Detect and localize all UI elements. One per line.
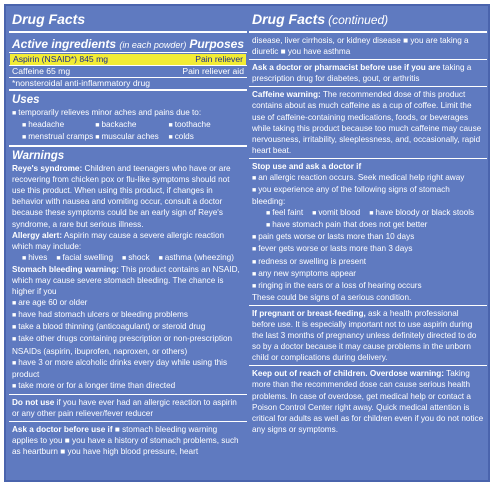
bleed-list: [12, 297, 244, 392]
keep-text: Taking more than the recommended dose can cause serious health problems. In case of overdose, get medical help or contact a Poison Control Center right away. Quick medical attention is critical for adults as well as for children even if you do not notice any signs or symptoms.: [252, 369, 484, 434]
ask-text3: you have high blood pressure, heart: [67, 447, 199, 457]
ask-pharmacist: [249, 59, 487, 86]
preg-text: ask a health professional before use. It is especially important not to use aspirin during the last 3 months of pregnancy unless definitely directed to do so by a doctor because it may cause problems in the unborn child or complications during delivery.: [252, 308, 477, 363]
dnu-text: if you have ever had an allergic reaction to aspirin or any other pain reliever/fever reducer: [12, 397, 237, 418]
use-item: ■ colds: [169, 131, 242, 143]
ask-text2: you have a history of stomach problems, such as heartburn: [12, 436, 239, 457]
drug-facts-title: [9, 9, 247, 33]
uses-heading: Uses: [12, 94, 40, 106]
warnings-section: [9, 145, 247, 394]
left-column: [9, 9, 247, 479]
stop-end: These could be signs of a serious condition.: [252, 292, 412, 302]
bleed-heading: Stomach bleeding warning:: [12, 264, 119, 274]
dnu-heading: Do not use: [12, 397, 55, 407]
keep-para: [252, 368, 484, 435]
active-ingredients-header: [9, 33, 247, 53]
warnings-heading: Warnings: [12, 150, 65, 163]
use-item: ■ backache: [95, 119, 168, 131]
ask-text: stomach bleeding warning applies to you: [12, 425, 218, 446]
ingredient-name: Aspirin (NSAID*) 845 mg: [13, 54, 109, 64]
use-item: ■ headache: [22, 119, 95, 131]
caff-para: [252, 89, 484, 156]
stop-sub-item: ■ feel faint: [266, 207, 303, 219]
drug-facts-continued-title: [249, 9, 487, 33]
title-text: Drug Facts: [12, 11, 86, 27]
ai-title: [12, 37, 186, 51]
keep-heading: Keep out of reach of children. Overdose warning:: [252, 369, 444, 379]
right-column: [249, 9, 487, 479]
stop-item: ■ redness or swelling is present: [252, 256, 484, 268]
do-not-use: [9, 394, 247, 421]
ingredient-name: Caffeine 65 mg: [12, 66, 71, 76]
use-item: ■ toothache: [169, 119, 242, 131]
stop-sub-item: ■ have stomach pain that does not get better: [266, 219, 427, 231]
stop-item: ■ pain gets worse or lasts more than 10 days: [252, 231, 484, 243]
purposes-heading: Purposes: [189, 37, 244, 51]
stop-para: [252, 161, 484, 172]
use-item: ■ muscular aches: [95, 131, 168, 143]
ingredient-purpose: Pain reliever aid: [182, 66, 244, 76]
ask-para: Ask a doctor before use if ■ stomach bleeding warning applies to you ■ you have a history of stomach problems, such as heartburn ■ you have high blood pressure, heart: [12, 425, 239, 457]
ingredient-row-caffeine: [9, 65, 247, 77]
stop-item: ■ fever gets worse or lasts more than 3 days: [252, 243, 484, 255]
footnote-text: *nonsteroidal anti-inflammatory drug: [12, 78, 151, 88]
title-continued: (continued): [328, 13, 389, 27]
stop-list-2: [252, 231, 484, 291]
bleed-item: ■ take more or for a longer time than directed: [12, 380, 244, 392]
stop-sub-list: [252, 207, 484, 231]
title-text: Drug Facts: [252, 11, 326, 27]
allergy-item: ■ asthma (wheezing): [159, 252, 234, 264]
ai-title-text: Active ingredients: [12, 37, 117, 51]
stop-sub-item: ■ vomit blood: [312, 207, 360, 219]
allergy-text: Aspirin may cause a severe allergic reaction which may include:: [12, 230, 225, 251]
pharm-text: taking a prescription drug for diabetes, gout, or arthritis: [252, 63, 472, 84]
ask-doctor: [9, 421, 247, 459]
uses-intro: ■ temporarily relieves minor aches and pains due to:: [12, 107, 244, 119]
bleed-text: This product contains an NSAID, which may cause severe stomach bleeding. The chance is higher if you: [12, 264, 240, 297]
stop-sub-item: ■ have bloody or black stools: [369, 207, 474, 219]
stop-item: ■ ringing in the ears or a loss of hearing occurs: [252, 280, 484, 292]
cont-item: you are taking a diuretic: [252, 36, 469, 57]
reye-warning: [12, 163, 244, 230]
cont-item: you have asthma: [287, 47, 351, 57]
stop-item: ■ an allergic reaction occurs. Seek medical help right away: [252, 172, 484, 184]
stop-use: [249, 158, 487, 305]
caffeine-warning: [249, 86, 487, 158]
bleed-item: ■ take a blood thinning (anticoagulant) or steroid drug: [12, 321, 244, 333]
bleed-item: ■ have had stomach ulcers or bleeding problems: [12, 309, 244, 321]
footnote: [9, 77, 247, 89]
pharm-para: [252, 62, 484, 84]
dnu-para: [12, 397, 244, 419]
reye-heading: Reye's syndrome:: [12, 164, 83, 174]
cont-text: disease, liver cirrhosis, or kidney disease: [252, 36, 401, 45]
allergy-item: ■ hives: [22, 252, 47, 264]
ingredient-purpose: Pain reliever: [195, 54, 243, 64]
ask-heading: Ask a doctor before use if: [12, 425, 113, 435]
use-item: ■ menstrual cramps: [22, 131, 95, 143]
stop-heading: Stop use and ask a doctor if: [252, 161, 362, 171]
drug-facts-panel: [4, 4, 490, 482]
stomach-bleeding-warning: [12, 264, 244, 297]
stop-item: ■ you experience any of the following signs of stomach bleeding:: [252, 184, 484, 207]
keep-out-of-reach: [249, 365, 487, 437]
allergy-list: [12, 252, 244, 264]
allergy-heading: Allergy alert:: [12, 230, 63, 240]
caff-text: The recommended dose of this product contains about as much caffeine as a cup of coffee. Limit the use of caffeine-containing medications, foods, or beverages while taking this product because too much caffeine may cause nervousness, irritability, sleeplessness, and, occasionally, rapid heart beat.: [252, 90, 482, 155]
stop-list: [252, 172, 484, 207]
reye-text: Children and teenagers who have or are recovering from chicken pox or flu-like symptoms should not use this product. When using this product, if changes in behavior with nausea and vomiting occur, consult a doctor because these symptoms could be an early sign of Reye's syndrome, a rare but serious illness.: [12, 164, 231, 229]
cont-para: disease, liver cirrhosis, or kidney disease ■ you are taking a diuretic ■ you have asthma: [252, 36, 469, 57]
preg-heading: If pregnant or breast-feeding,: [252, 308, 366, 318]
preg-para: [252, 308, 484, 363]
pharm-heading: Ask a doctor or pharmacist before use if you are: [252, 63, 441, 73]
caff-heading: Caffeine warning:: [252, 90, 321, 100]
stop-item: ■ any new symptoms appear: [252, 268, 484, 280]
bleed-item: ■ take other drugs containing prescription or non-prescription NSAIDs (aspirin, ibuprofen, naproxen, or others): [12, 333, 244, 356]
ingredient-row-aspirin: [10, 54, 246, 65]
uses-section: [9, 89, 247, 145]
allergy-alert: [12, 230, 244, 252]
allergy-item: ■ shock: [122, 252, 150, 264]
continued-text: [249, 33, 487, 59]
pregnancy-warning: [249, 305, 487, 365]
allergy-item: ■ facial swelling: [56, 252, 113, 264]
bleed-item: ■ have 3 or more alcoholic drinks every day while using this product: [12, 357, 244, 380]
uses-list: [12, 119, 244, 143]
bleed-item: ■ are age 60 or older: [12, 297, 244, 309]
ai-subtitle: (in each powder): [119, 40, 187, 50]
